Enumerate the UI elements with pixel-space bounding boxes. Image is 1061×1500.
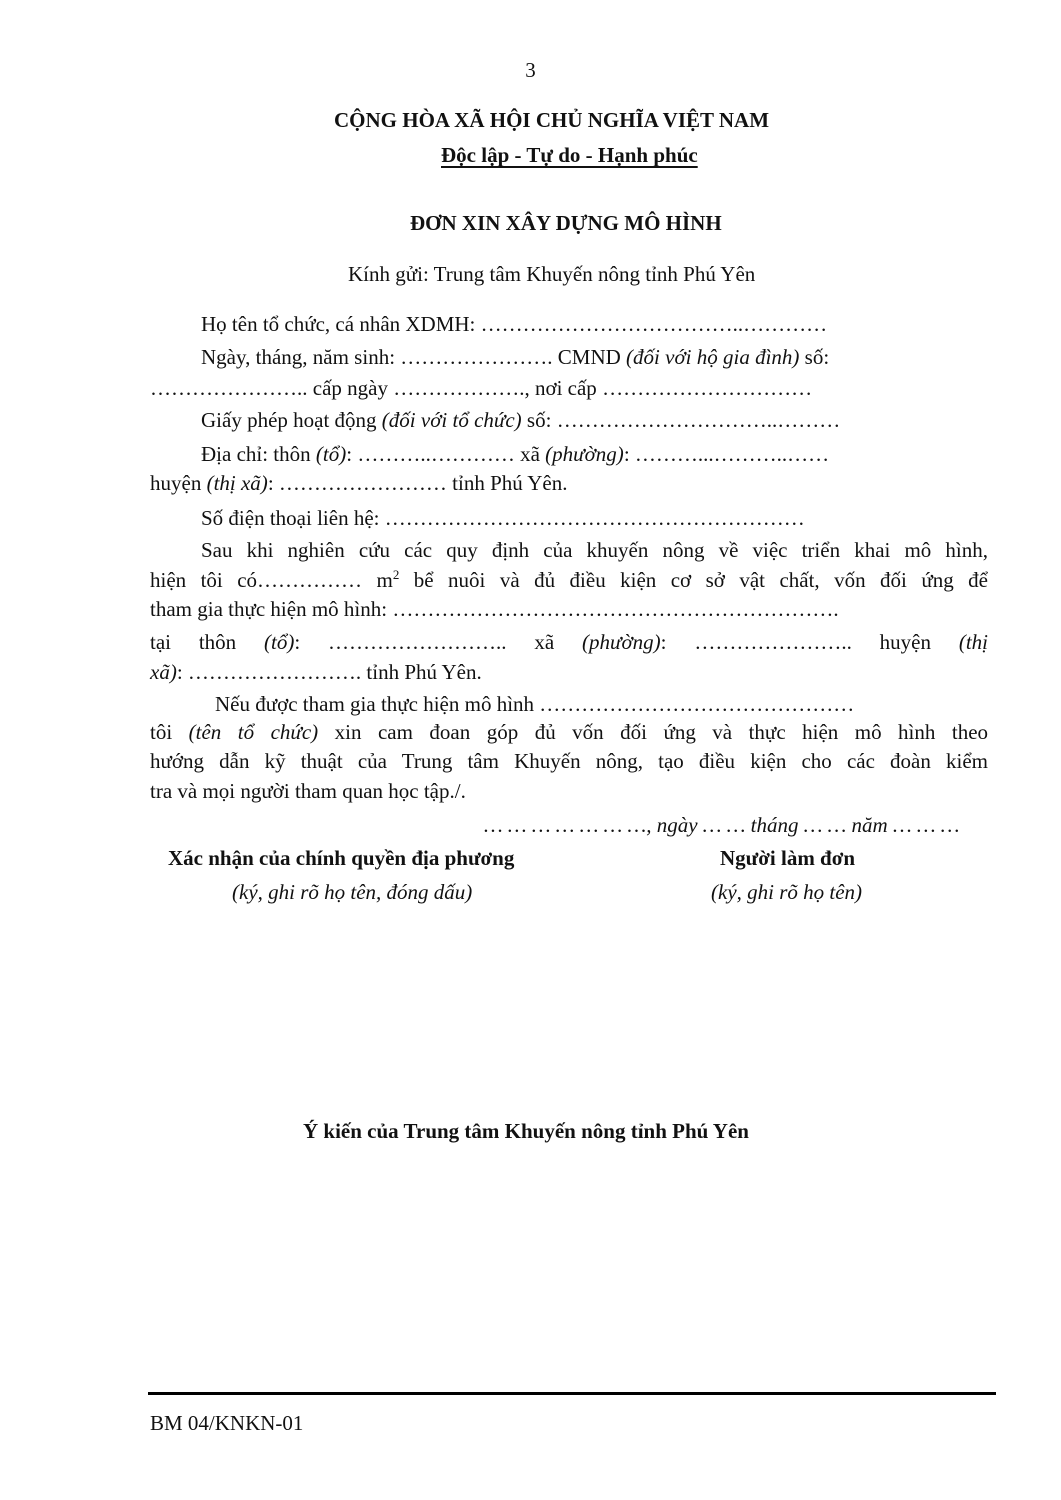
model-town-note-2: xã) <box>150 660 177 684</box>
phone-field <box>201 506 1039 531</box>
paragraph-1-line-4 <box>150 630 988 655</box>
license-so: số: <box>521 408 557 432</box>
document-title: ĐƠN XIN XÂY DỰNG MÔ HÌNH <box>410 211 722 235</box>
paragraph-1-line-2 <box>150 568 988 593</box>
area-text: bể nuôi và đủ điều kiện cơ sở vật chất, vốn đối ứng để <box>399 568 988 592</box>
address-commune-label: xã <box>520 442 546 466</box>
model-district-blank: : ……………………. tỉnh Phú Yên. <box>176 660 482 684</box>
address-ward-note: (phường) <box>545 442 624 466</box>
model-village-label: tại thôn <box>150 630 264 654</box>
page-number: 3 <box>525 58 536 82</box>
org-name-blank: ………………………………..………… <box>480 312 828 336</box>
cmnd-blank: ………………….. <box>150 376 313 400</box>
paragraph-1-line-5 <box>150 660 988 685</box>
area-blank: hiện tôi có…………… m <box>150 568 393 592</box>
issue-date-blank: ………………., <box>393 376 530 400</box>
paragraph-1-line-1: Sau khi nghiên cứu các quy định của khuyến nông về việc triển khai mô hình, <box>201 538 988 562</box>
license-field <box>201 408 1039 433</box>
paragraph-1-line-3: tham gia thực hiện mô hình: ………………………………………………………. <box>150 597 839 621</box>
right-signature-note: (ký, ghi rõ họ tên) <box>711 880 863 904</box>
org-name-note: (tên tổ chức) <box>188 720 319 744</box>
phone-label: Số điện thoại liên hệ: <box>201 506 385 530</box>
org-name-field <box>201 312 1039 337</box>
license-blank: …………………………..……… <box>556 408 841 432</box>
address-district-blank: : …………………… <box>267 471 453 495</box>
footer-rule <box>148 1392 996 1395</box>
issue-place-label: nơi cấp <box>529 376 603 400</box>
model-town-note: (thị <box>958 630 988 654</box>
cmnd-label: CMND <box>557 345 627 369</box>
commitment-start: tôi <box>150 720 189 744</box>
address-to-note: (tổ) <box>315 442 347 466</box>
address-district-label: huyện <box>150 471 207 495</box>
org-name-label: Họ tên tổ chức, cá nhân XDMH: <box>201 312 481 336</box>
model-district-label: : ………………….. huyện <box>660 630 959 654</box>
paragraph-2-line-1: Nếu được tham gia thực hiện mô hình ……………………………………… <box>215 692 855 716</box>
issue-date-label: cấp ngày <box>312 376 394 400</box>
form-code: BM 04/KNKN-01 <box>150 1411 304 1435</box>
date-line: … … … … … … …, ngày … … tháng … … năm … … … <box>484 813 960 837</box>
left-signature-title: Xác nhận của chính quyền địa phương <box>168 846 515 870</box>
national-slogan: Độc lập - Tự do - Hạnh phúc <box>441 143 698 167</box>
address-province: tỉnh Phú Yên. <box>452 471 568 495</box>
area-unit-sup: 2 <box>392 567 400 582</box>
paragraph-2-line-3: hướng dẫn kỹ thuật của Trung tâm Khuyến nông, tạo điều kiện cho các đoàn kiểm <box>150 749 988 773</box>
dob-label: Ngày, tháng, năm sinh: <box>201 345 401 369</box>
address-field <box>201 442 1039 467</box>
right-signature-title: Người làm đơn <box>720 846 856 870</box>
address-town-note: (thị xã) <box>206 471 268 495</box>
cmnd-note: (đối với hộ gia đình) <box>626 345 800 369</box>
left-signature-note: (ký, ghi rõ họ tên, đóng dấu) <box>232 880 473 904</box>
phone-blank: …………………………………………………… <box>384 506 805 530</box>
dob-blank: …………………. <box>400 345 558 369</box>
opinion-title: Ý kiến của Trung tâm Khuyến nông tỉnh Phú Yên <box>303 1119 749 1143</box>
commitment-text: xin cam đoan góp đủ vốn đối ứng và thực hiện mô hình theo <box>318 720 989 744</box>
address-commune-blank: : ………...………..…… <box>623 442 830 466</box>
paragraph-2-line-4: tra và mọi người tham quan học tập./. <box>150 779 466 803</box>
license-label: Giấy phép hoạt động <box>201 408 382 432</box>
address-label: Địa chỉ: thôn <box>201 442 316 466</box>
address-village-blank: : ………..………… <box>346 442 521 466</box>
cmnd-so: số: <box>799 345 830 369</box>
recipient-line: Kính gửi: Trung tâm Khuyến nông tỉnh Phú Yên <box>348 262 756 286</box>
dob-cmnd-field <box>201 345 988 370</box>
model-commune-label: : …………………….. xã <box>294 630 582 654</box>
model-ward-note: (phường) <box>582 630 661 654</box>
address-field-2 <box>150 471 988 496</box>
issue-place-blank: ………………………… <box>602 376 813 400</box>
national-motto: CỘNG HÒA XÃ HỘI CHỦ NGHĨA VIỆT NAM <box>334 108 770 132</box>
paragraph-2-line-2 <box>150 720 988 745</box>
model-to-note: (tổ) <box>264 630 295 654</box>
license-note: (đối với tổ chức) <box>381 408 522 432</box>
issue-field <box>150 376 988 401</box>
